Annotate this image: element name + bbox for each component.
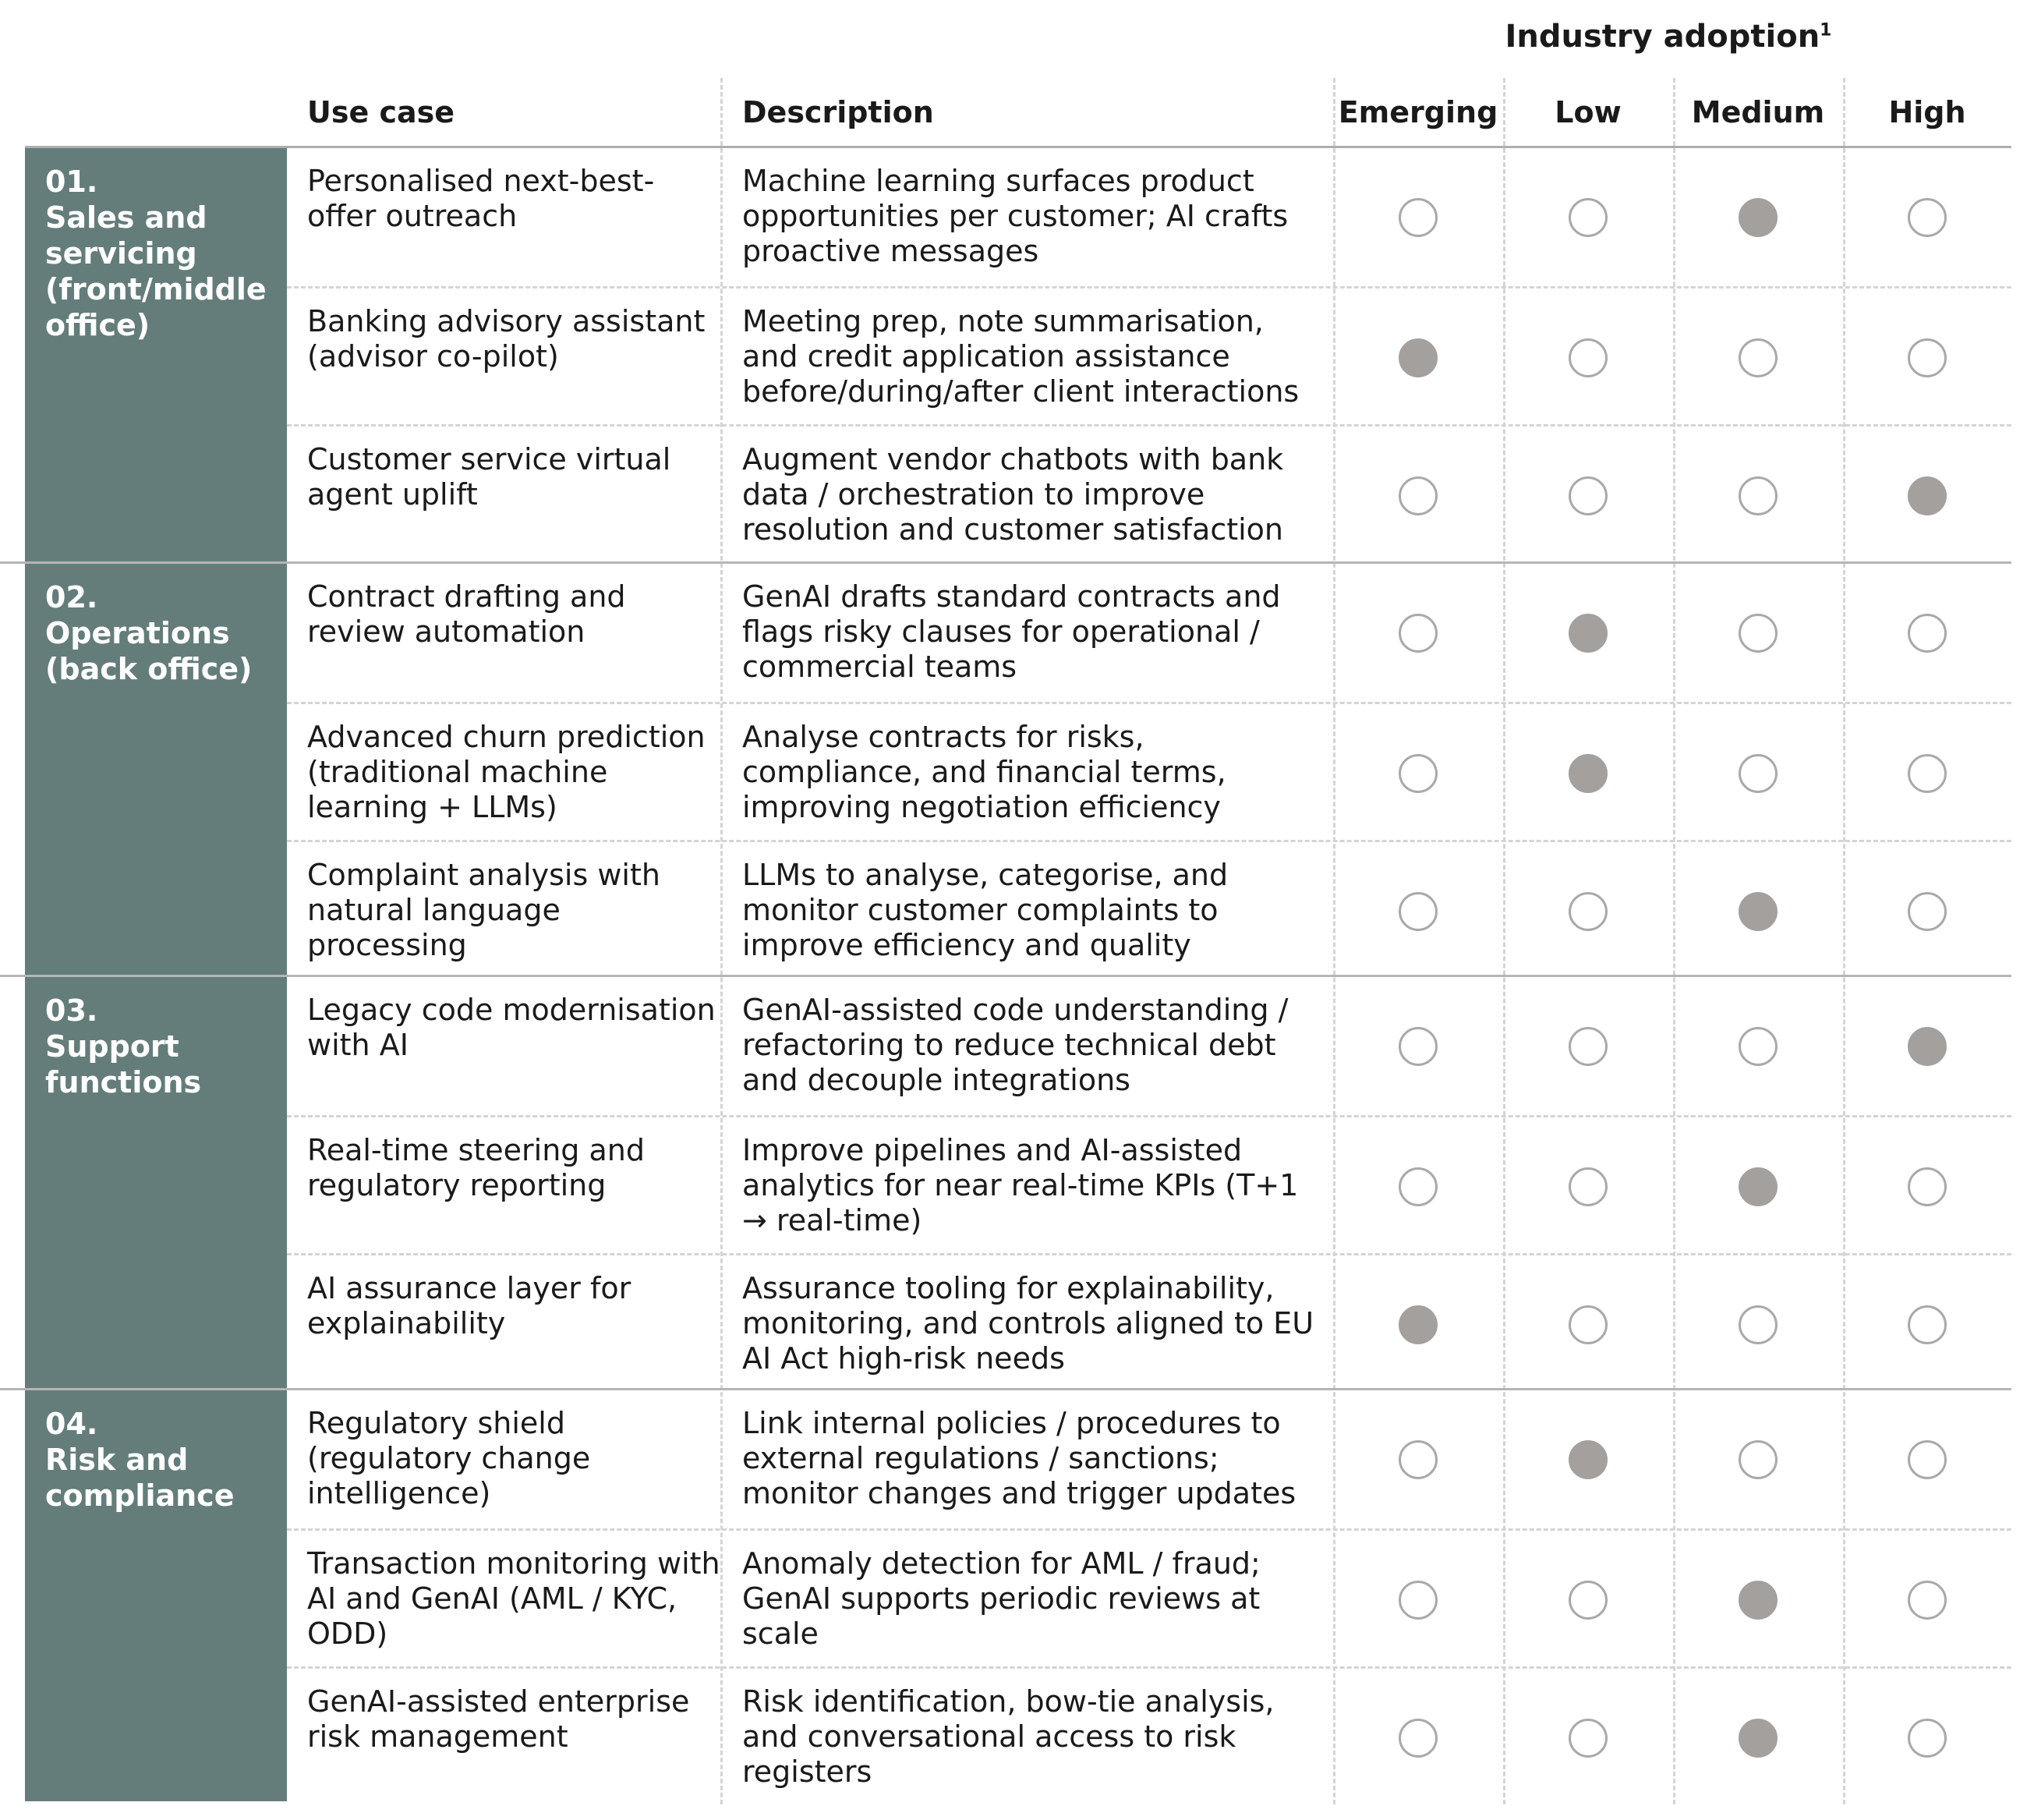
adoption-dot-low-empty: [1569, 1305, 1608, 1344]
table-row: [287, 840, 2011, 977]
adoption-dot-emerging-empty: [1399, 754, 1438, 793]
adoption-dot-low-empty: [1569, 1581, 1608, 1620]
adoption-dot-low-empty: [1569, 1719, 1608, 1758]
adoption-dot-medium-filled: [1739, 1581, 1778, 1620]
adoption-dot-high-empty: [1908, 1305, 1947, 1344]
use-case-table: [0, 148, 2011, 1801]
adoption-dot-low-filled: [1569, 1440, 1608, 1479]
adoption-dot-medium-empty: [1739, 1027, 1778, 1066]
category-group: [0, 1388, 2011, 1801]
table-row: [287, 1115, 2011, 1252]
adoption-dot-emerging-empty: [1399, 1167, 1438, 1206]
use-case-cell: Real-time steering and regulatory reporting: [307, 1133, 645, 1202]
adoption-dot-medium-empty: [1739, 754, 1778, 793]
description-cell: LLMs to analyse, categorise, and monitor customer complaints to improve efficiency and quality: [742, 858, 1229, 962]
use-case-cell: AI assurance layer for explainability: [307, 1271, 631, 1340]
description-cell: Anomaly detection for AML / fraud; GenAI supports periodic reviews at scale: [742, 1546, 1261, 1651]
adoption-dot-medium-filled: [1739, 1167, 1778, 1206]
category-number: 02.: [45, 580, 98, 614]
table-row: [287, 148, 2011, 285]
category-group: [0, 148, 2011, 561]
category-group: [0, 975, 2011, 1388]
footnote-mark: 1: [1820, 20, 1832, 41]
adoption-dot-low-empty: [1569, 1167, 1608, 1206]
use-case-cell: Regulatory shield (regulatory change intelligence): [307, 1406, 591, 1510]
use-case-cell: Legacy code modernisation with AI: [307, 993, 716, 1062]
table-row: [287, 977, 2011, 1114]
adoption-dot-medium-filled: [1739, 892, 1778, 931]
description-cell: Machine learning surfaces product opportunities per customer; AI crafts proactive messages: [742, 164, 1289, 268]
description-cell: Augment vendor chatbots with bank data / orchestration to improve resolution and customer satisfaction: [742, 442, 1284, 547]
adoption-dot-high-empty: [1908, 1719, 1947, 1758]
use-case-cell: Complaint analysis with natural language processing: [307, 858, 660, 962]
industry-adoption-label: Industry adoption: [1505, 19, 1820, 55]
category-label: [25, 564, 287, 975]
category-label: [25, 977, 287, 1388]
adoption-dot-low-empty: [1569, 476, 1608, 515]
column-header-emerging: Emerging: [1338, 95, 1498, 129]
adoption-dot-medium-filled: [1739, 1719, 1778, 1758]
use-case-cell: Contract drafting and review automation: [307, 579, 626, 649]
table-row: [287, 702, 2011, 839]
category-number: 01.: [45, 165, 98, 199]
description-cell: Link internal policies / procedures to external regulations / sanctions; monitor changes and trigger updates: [742, 1406, 1297, 1510]
category-name: Operations (back office): [45, 616, 253, 686]
table-row: [287, 1666, 2011, 1804]
adoption-dot-emerging-filled: [1399, 338, 1438, 377]
adoption-dot-medium-empty: [1739, 614, 1778, 653]
category-number: 04.: [45, 1407, 98, 1441]
description-cell: Assurance tooling for explainability, monitoring, and controls aligned to EU AI Act high-risk needs: [742, 1271, 1314, 1376]
adoption-dot-emerging-empty: [1399, 1719, 1438, 1758]
adoption-dot-low-empty: [1569, 892, 1608, 931]
description-cell: Risk identification, bow-tie analysis, and conversational access to risk registers: [742, 1684, 1275, 1789]
adoption-dot-emerging-empty: [1399, 1440, 1438, 1479]
category-label: [25, 1390, 287, 1801]
industry-adoption-header: [1333, 19, 2004, 62]
use-case-cell: Personalised next-best-offer outreach: [307, 164, 655, 233]
adoption-dot-high-empty: [1908, 198, 1947, 237]
category-number: 03.: [45, 993, 98, 1028]
adoption-dot-medium-filled: [1739, 198, 1778, 237]
column-header-use-case: Use case: [307, 95, 455, 129]
category-name: Risk and compliance: [45, 1443, 235, 1513]
adoption-dot-emerging-empty: [1399, 1581, 1438, 1620]
column-headers: [0, 78, 2011, 147]
adoption-dot-high-empty: [1908, 338, 1947, 377]
use-case-cell: Advanced churn prediction (traditional machine learning + LLMs): [307, 720, 706, 824]
adoption-dot-high-empty: [1908, 754, 1947, 793]
description-cell: Analyse contracts for risks, compliance, and financial terms, improving negotiation efficiency: [742, 720, 1226, 824]
table-row: [287, 1390, 2011, 1528]
adoption-dot-low-filled: [1569, 614, 1608, 653]
adoption-dot-high-filled: [1908, 476, 1947, 515]
adoption-dot-emerging-empty: [1399, 614, 1438, 653]
adoption-dot-emerging-filled: [1399, 1305, 1438, 1344]
adoption-dot-low-empty: [1569, 1027, 1608, 1066]
column-header-medium: Medium: [1691, 95, 1825, 129]
adoption-dot-medium-empty: [1739, 476, 1778, 515]
adoption-dot-emerging-empty: [1399, 198, 1438, 237]
description-cell: Meeting prep, note summarisation, and credit application assistance before/during/after client interactions: [742, 304, 1300, 409]
table-row: [287, 1528, 2011, 1666]
adoption-dot-low-empty: [1569, 198, 1608, 237]
category-group: [0, 561, 2011, 975]
table-row: [287, 564, 2011, 701]
adoption-dot-high-empty: [1908, 1440, 1947, 1479]
column-header-low: Low: [1555, 95, 1622, 129]
adoption-dot-emerging-empty: [1399, 1027, 1438, 1066]
adoption-dot-medium-empty: [1739, 338, 1778, 377]
adoption-dot-medium-empty: [1739, 1440, 1778, 1479]
use-case-cell: Banking advisory assistant (advisor co-pilot): [307, 304, 706, 374]
adoption-dot-high-empty: [1908, 892, 1947, 931]
use-case-cell: Transaction monitoring with AI and GenAI (AML / KYC, ODD): [307, 1546, 720, 1651]
table-row: [287, 286, 2011, 423]
adoption-dot-emerging-empty: [1399, 476, 1438, 515]
category-label: [25, 148, 287, 561]
category-name: Sales and servicing (front/middle office): [45, 200, 267, 342]
adoption-dot-low-empty: [1569, 338, 1608, 377]
description-cell: GenAI drafts standard contracts and flags risky clauses for operational / commercial teams: [742, 579, 1281, 684]
adoption-dot-high-filled: [1908, 1027, 1947, 1066]
column-header-description: Description: [742, 95, 934, 129]
column-header-high: High: [1888, 95, 1966, 129]
table-row: [287, 424, 2011, 561]
table-row: [287, 1253, 2011, 1390]
description-cell: GenAI-assisted code understanding / refactoring to reduce technical debt and decouple integrations: [742, 993, 1289, 1097]
adoption-dot-high-empty: [1908, 1581, 1947, 1620]
use-case-cell: Customer service virtual agent uplift: [307, 442, 671, 512]
adoption-dot-low-filled: [1569, 754, 1608, 793]
adoption-dot-emerging-empty: [1399, 892, 1438, 931]
adoption-dot-high-empty: [1908, 1167, 1947, 1206]
adoption-dot-high-empty: [1908, 614, 1947, 653]
use-case-cell: GenAI-assisted enterprise risk management: [307, 1684, 690, 1754]
category-name: Support functions: [45, 1029, 202, 1099]
description-cell: Improve pipelines and AI-assisted analytics for near real-time KPIs (T+1 → real-time): [742, 1133, 1299, 1238]
adoption-dot-medium-empty: [1739, 1305, 1778, 1344]
